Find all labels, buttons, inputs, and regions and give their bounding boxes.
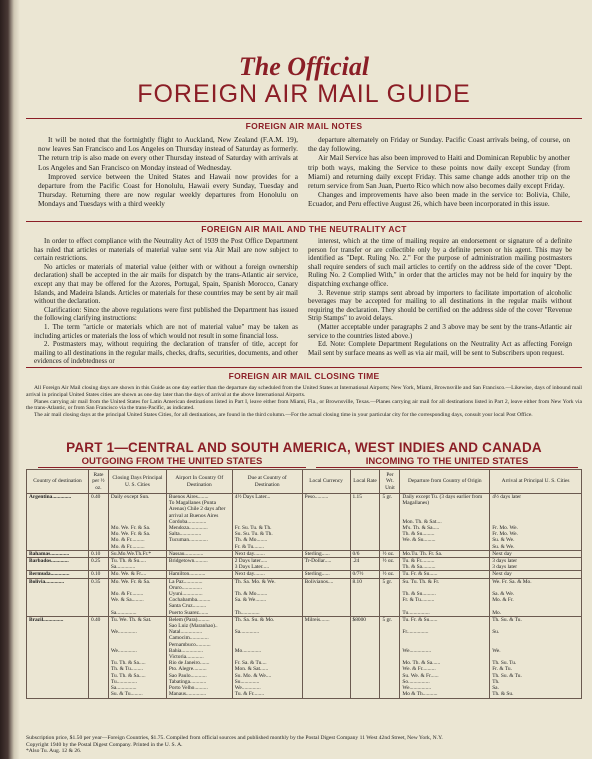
local-rate-cell: 0/6 [350,550,380,557]
closing-cell: Su.Mo.We.Th.Fr.* [108,550,166,557]
incoming-label: INCOMING TO THE UNITED STATES [316,456,578,468]
country-cell: Argentina.............. [27,494,89,551]
column-header: Airport In Country Of Destination [166,470,232,494]
rate-cell: 0.10 [88,550,108,557]
column-header: Local Currency [302,470,350,494]
neutrality-paragraph: 2. Postmasters may, without requiring the declaration of transfer of title, accept for mailing to all destinations in the regular mails, checks, drafts, securities, documents, and other evidences of indebtedness or [34,340,298,366]
due-cell: Next day........ [232,571,302,578]
neutrality-left-column [34,237,298,366]
rate-cell: 0.40 [88,494,108,551]
table-row [27,550,582,557]
local-rate-cell: .24 [350,558,380,571]
column-header: Closing Days Principal U. S. Cities [108,470,166,494]
notes-paragraph: departure alternately on Friday or Sunday. Pacific Coast arrivals being, of course, on the day following. [308,135,570,154]
country-cell: Barbados............. [27,558,89,571]
neutrality-paragraph: 1. The term "article or materials which are not of material value" may be taken as including articles or materials the loss of which would not result in some financial loss. [34,322,298,340]
neutrality-paragraph: Ed. Note: Complete Department Regulations on the Neutrality Act as affecting Foreign Mail sent by surface means as well as via air mail, will be sent to Subscribers upon request. [308,340,572,357]
airport-cell: Bridgetown.......... [166,558,232,571]
outgoing-label: OUTGOING FROM THE UNITED STATES [38,456,306,468]
notes-left-column [38,135,298,209]
unit-cell: ½ oz. [380,558,400,571]
currency-cell: Milreis....... [302,616,350,698]
column-header: Local Rate [350,470,380,494]
arrival-cell: We. Fr. Sa. & Mo. Sa. & We. Mo. & Fr. Mo. [490,578,582,616]
neutrality-paragraph: 3. Revenue strip stamps sent abroad by importers to facilitate importation of alcoholic beverages may be accepted for mailing to all destinations in the regular mails without requiring the declaration. They should be certified on the address side of the cover "Revenue Strip Stamps" to avoid delays. [308,288,572,323]
unit-cell: 5 gr. [380,494,400,551]
rate-cell: 0.40 [88,616,108,698]
closing-cell: Tu. Th. & Su..... Sa.............. [108,558,166,571]
notes-right-column [308,135,570,209]
neutrality-paragraph: interest, which at the time of mailing require an endorsement or signature of a definite person for transfer or are collectible only by a definite person or his agent. This may be identified as "Dept. Ruling No. 2." For the purpose of administration mailing postmasters shall require senders of such mail articles to certify on the address side of the cover "Dept. Ruling No. 2 Complied With," in order that the articles may not be held for inquiry by the dispatching exchange office. [308,237,572,288]
due-cell: Next day........ [232,550,302,557]
closing-paragraph: Planes carrying air mail from the United States for Latin American destinations listed in Part I, leave either from Miami, Fla., or Brownsville, Texas.—Planes carrying air mail for all destinations listed in Part 2, leave either from New York via the trans-Atlantic, or from San Francisco via the trans-Pacific, as indicated. [26,398,582,412]
departure-cell: Tu. Fr. & Su...... [400,571,490,578]
column-header: Rate per ½ oz. [88,470,108,494]
country-cell: Bahamas.............. [27,550,89,557]
unit-cell: 5 gr. [380,616,400,698]
closing-text [26,385,582,419]
currency-cell: Tr-Dollar..... [302,558,350,571]
neutrality-right-column [308,237,572,357]
local-rate-cell: 0/7½ [350,571,380,578]
local-rate-cell: $8000 [350,616,380,698]
departure-cell: Su. Tu. Th. & Fr. Th. & Su.......... Fr. & Tu.......... Tu................ [400,578,490,616]
schedule-table [26,469,582,699]
divider [26,367,582,368]
due-cell: 4½ Days Later... Fr. Su. Tu. & Th. Su. Su. Tu. & Th. Th. & Mo........ Fr. & Tu........ [232,494,302,551]
arrival-cell: Next day [490,550,582,557]
column-header: Due at Country of Destination [232,470,302,494]
neutrality-paragraph: Clarification: Since the above regulations were first published the Department has issued the following clarifying instructions: [34,305,298,323]
airport-cell: Nassau.............. [166,550,232,557]
neutrality-paragraph: (Matter acceptable under paragraphs 2 and 3 above may be sent by the trans-Atlantic air service to the countries listed above.) [308,322,572,340]
arrival-cell: Next day [490,571,582,578]
neutrality-heading: FOREIGN AIR MAIL AND THE NEUTRALITY ACT [201,224,407,234]
departure-cell: Tu. & Fr.......... Th. & Sa.......... [400,558,490,571]
country-cell: Bolivia.............. [27,578,89,616]
table-row [27,558,582,571]
departure-cell: Tu. Fr. & Su...... Fr................ We................ Mo. Th. & Sa...... We. & Fr.......... Su. We. & Fr...... So................ We................ Mo & Th........... [400,616,490,698]
closing-heading: FOREIGN AIR MAIL CLOSING TIME [228,371,380,381]
closing-cell: Mo. We. Fr. & Sa. Mo. & Fr......... We. & Sa......... Sa............... [108,578,166,616]
rate-cell: 0.35 [88,578,108,616]
footer-note: *Also Tu. Aug. 12 & 26. [26,748,82,755]
table-header-row [27,470,582,494]
closing-cell: Mo. We. & Fr.... [108,571,166,578]
rate-cell: 0.25 [88,558,108,571]
closing-cell: Tu. We. Th. & Sat. We.............. We.............. Tu. Th. & Sa..... Th. & Tu......... Tu. Th. & Sa..... Tu............... Sa............... Su. & Tu......... [108,616,166,698]
due-cell: Th. Sa. Mo. & We. Th. & Mo........ Sa. & We........ Th.............. [232,578,302,616]
footer-subscription: Subscription price, $1.50 per year—Foreign Countries, $1.75. Compiled from official sources and published monthly by the Postal Digest Company 11 West 42nd Street, New York, N.Y. [26,735,443,741]
closing-paragraph: All Foreign Air Mail closing days are shown in this Guide as one day earlier than the departure day scheduled from the United States at International Airports; New York, Miami, Brownsville and San Francisco.—Likewise, days of inbound mail arrival in principal United States cities are shown as one day later than the days of arrival at the above International Airports. [26,385,582,398]
column-header: Arrival at Principal U. S. Cities [490,470,582,494]
currency-cell: Sterling...... [302,550,350,557]
arrival-cell: Th. Su. & Tu. Su. We. Th. Su. Tu. Fr. & Tu. Th. Su. & Tu. Th. Sa. Th. & Su. [490,616,582,698]
notes-heading: FOREIGN AIR MAIL NOTES [245,121,363,131]
arrival-cell: 4½ days later Fr. Mo. We. Fr. Mo. We. Su. & We. Su. & We. [490,494,582,551]
title-line-2: FOREIGN AIR MAIL GUIDE [137,80,471,108]
column-header: Per Wt. Unit [380,470,400,494]
airport-cell: Belem (Para)......... Sao Luiz (Maranhao).. Natal................ Camocim.............. Pernambuco........... Bahia................ Victoria............. Rio de Janeiro....... Pto. Alegre.......... Sao Paulo............ Tabatinga............ Porto Velho.......... Manaus............... [166,616,232,698]
neutrality-paragraph: In order to effect compliance with the Neutrality Act of 1939 the Post Office Department has ruled that articles or materials of material value sent via Air Mail are now subject to certain restrictions. [34,237,298,263]
airport-cell: Hamilton............ [166,571,232,578]
table-row [27,494,582,551]
binding-gutter [0,0,20,759]
unit-cell: 5 gr. [380,578,400,616]
currency-cell: Sterling...... [302,571,350,578]
airport-cell: La Paz.............. Oruro............... Uyuni............... Cochabamba.......... Santa Cruz.......... Puerto Suarez....... [166,578,232,616]
closing-cell: Daily except Sun. Mo. We. Fr. & Sa. Mo. We. Fr. & Sa. Mo. & Fr.......... Mo. & Fr.......... [108,494,166,551]
departure-cell: Mo.Tu. Th. Fr. Sa. [400,550,490,557]
notes-paragraph: Changes and improvements have also been made in the service to: Bolivia, Chile, Ecuador, and Peru effective August 26, which have been incorporated in this issue. [308,190,570,209]
table-row [27,571,582,578]
airport-cell: Buenos Aires........ To Magallanes (Punta Arenas) Chile 2 days after arrival at Buenos Aires Cordoba.............. Mendoza.............. Salta................ Tucuman.............. [166,494,232,551]
local-rate-cell: 8.10 [350,578,380,616]
due-cell: 2 Days later..... 3 Days Later..... [232,558,302,571]
local-rate-cell: 1.15 [350,494,380,551]
arrival-cell: 3 days later 3 days later [490,558,582,571]
column-header: Country of destination [27,470,89,494]
notes-paragraph: Improved service between the United States and Hawaii now provides for a departure from the Pacific Coast for Honolulu, Hawaii every Sunday, Tuesday and Thursday. Returning there are now regular weekly departures from Honolulu on Mondays and Tuesdays with a third weekly [38,171,298,209]
neutrality-paragraph: No articles or materials of material value (either with or without a foreign ownership declaration) shall be accepted in the air mails for dispatch by the trans-Atlantic air service, except any that may be offered for the Azores, Portugal, Spain, Spanish Morocco, Canary Islands, and Madeira Islands. Articles or materials for these countries may be sent by air mail without the declaration. [34,262,298,306]
notes-paragraph: It will be noted that the fortnightly flight to Auckland, New Zealand (F.A.M. 19), now leaves San Francisco and Los Angeles on Thursday instead of Saturday as formerly. The return trip is also made on every other Thursday instead of Saturday with arrivals at Los Angeles and San Francisco on Monday instead of Wednesday. [38,135,298,172]
table-row [27,578,582,616]
country-cell: Brazil............... [27,616,89,698]
footer [26,735,582,755]
country-cell: Bermuda.............. [27,571,89,578]
title-line-1: The Official [238,52,370,81]
currency-cell: Bolivianos.... [302,578,350,616]
footer-copyright: Copyright 1940 by the Postal Digest Company. Printed in the U. S. A. [26,741,183,748]
divider [26,118,582,119]
currency-cell: Peso.......... [302,494,350,551]
unit-cell: ½ oz. [380,571,400,578]
table-row [27,616,582,698]
due-cell: Th. Sa. Su. & Mo. Sa.............. Mo.............. Fr. Sa. & Tu.... Mon. & Sat...... Su. Mo. & We.... Su.............. We.............. Tu. & Fr........ [232,616,302,698]
closing-paragraph: The air mail closing days at the principal United States Cities, for all destinations, are found in the third column.—For the actual closing time in your particular city for the corresponding days, consult your local Post Office. [34,412,533,419]
notes-paragraph: Air Mail Service has also been improved to Haiti and Dominican Republic by another trip both ways, making the Service to these points now daily except Sunday (from Miami) and returning daily except Friday. This same change adds another trip on the return service from San Juan, Puerto Rico which now also becomes daily except Friday. [308,153,570,191]
divider [26,221,582,222]
departure-cell: Daily except Tu. (3 days earlier from Magallanes) Mon. Th. & Sat.... M's. Th. & Sa..... Th. & Su......... We. & Su......... [400,494,490,551]
column-header: Departure from Country of Origin [400,470,490,494]
part-title: PART 1—CENTRAL AND SOUTH AMERICA, WEST INDIES AND CANADA [66,440,542,455]
rate-cell: 0.10 [88,571,108,578]
unit-cell: ½ oz. [380,550,400,557]
